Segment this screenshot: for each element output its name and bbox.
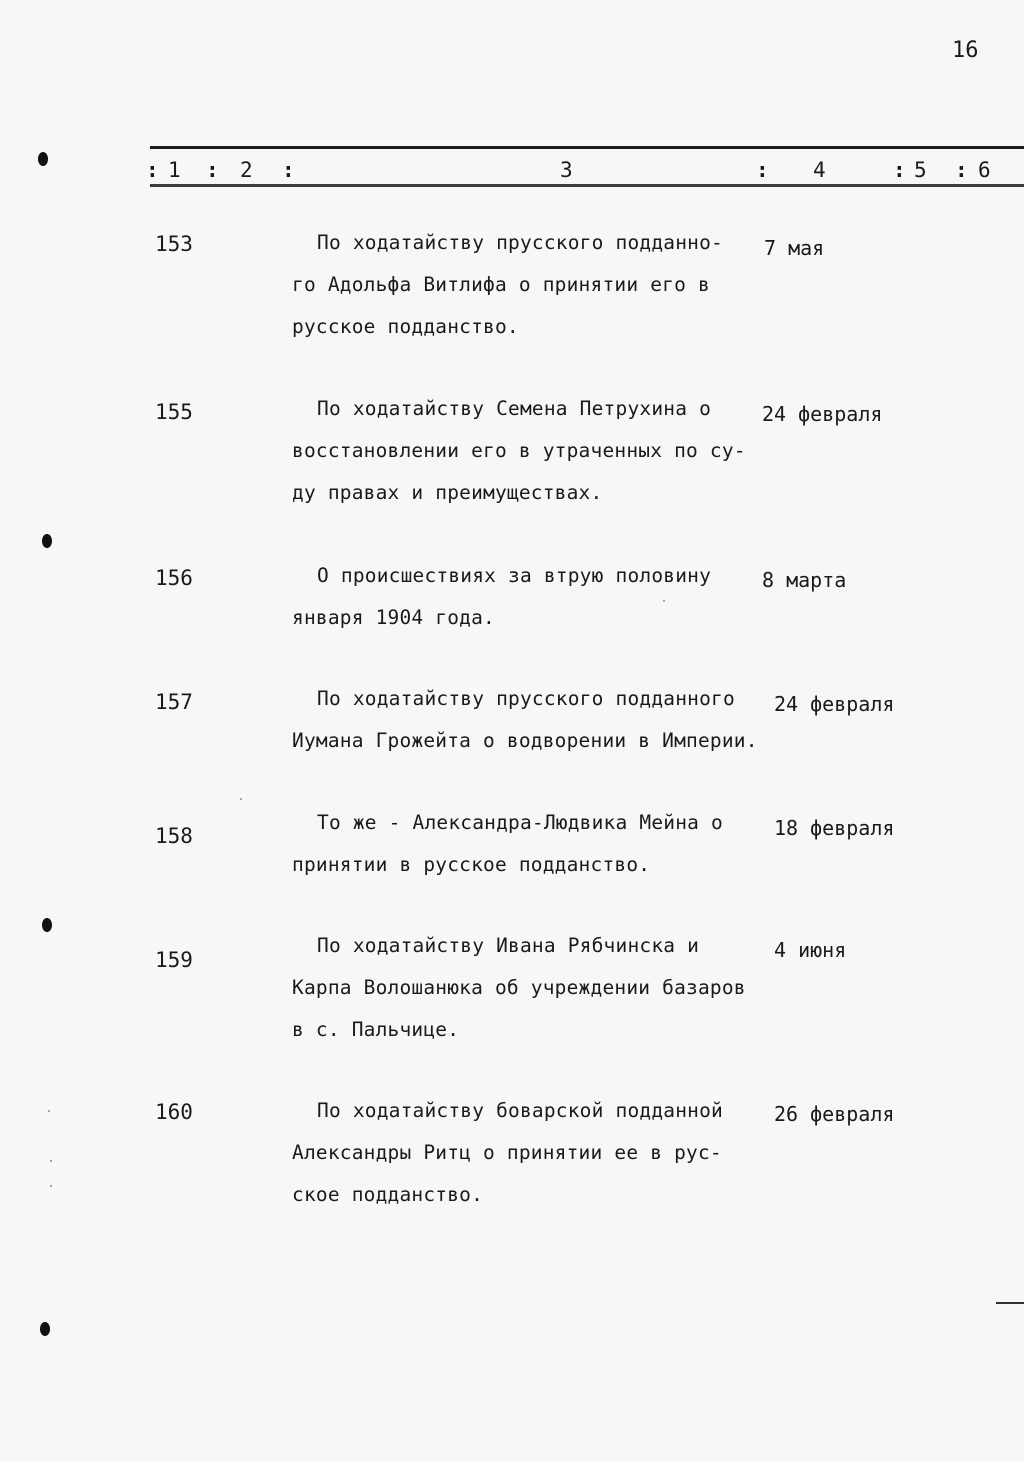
entry-number: 155 bbox=[155, 400, 193, 424]
entry-description: По ходатайству прусского подданного Иумана Грожейта о водворении в Империи. bbox=[292, 687, 758, 752]
entry-number: 153 bbox=[155, 232, 193, 256]
column-separator: : bbox=[282, 158, 296, 182]
scan-mark bbox=[996, 1302, 1024, 1304]
column-separator: : bbox=[206, 158, 220, 182]
entry-description: По ходатайству боварской подданной Александры Ритц о принятии ее в рус- ское подданство. bbox=[292, 1099, 723, 1206]
header-rule-top bbox=[150, 146, 1024, 149]
header-rule-bottom bbox=[150, 184, 1024, 187]
scan-speck bbox=[48, 1110, 50, 1112]
entry-number: 159 bbox=[155, 948, 193, 972]
entry-date: 18 февраля bbox=[774, 816, 895, 840]
column-2-label: 2 bbox=[240, 158, 254, 182]
column-separator: : bbox=[146, 158, 160, 182]
column-5-label: 5 bbox=[914, 158, 928, 182]
scan-speck bbox=[240, 798, 242, 800]
entry-date: 24 февраля bbox=[774, 692, 895, 716]
scan-speck bbox=[50, 1160, 52, 1162]
column-separator: : bbox=[955, 158, 969, 182]
entry-description: По ходатайству прусского подданно- го Адольфа Витлифа о принятии его в русское подданство. bbox=[292, 231, 723, 338]
entry-description: О происшествиях за втрую половину января 1904 года. bbox=[292, 564, 712, 629]
column-separator: : bbox=[756, 158, 770, 182]
entry-number: 158 bbox=[155, 824, 193, 848]
column-4-label: 4 bbox=[813, 158, 827, 182]
column-separator: : bbox=[893, 158, 907, 182]
entry-number: 157 bbox=[155, 690, 193, 714]
entry-description: По ходатайству Ивана Рябчинска и Карпа Волошанюка об учреждении базаров в с. Пальчице. bbox=[292, 934, 746, 1041]
entry-date: 8 марта bbox=[762, 568, 847, 592]
entry-number: 160 bbox=[155, 1100, 193, 1124]
column-1-label: 1 bbox=[168, 158, 182, 182]
page-number: 16 bbox=[952, 38, 979, 63]
scan-speck bbox=[50, 1185, 52, 1187]
binder-hole-icon bbox=[38, 152, 48, 166]
entry-description: По ходатайству Семена Петрухина о восстановлении его в утраченных по су- ду правах и преимуществах. bbox=[292, 397, 746, 504]
entry-date: 26 февраля bbox=[774, 1102, 895, 1126]
entry-date: 7 мая bbox=[764, 236, 825, 260]
column-3-label: 3 bbox=[560, 158, 574, 182]
entry-description: То же - Александра-Людвика Мейна о принятии в русское подданство. bbox=[292, 811, 723, 876]
column-6-label: 6 bbox=[978, 158, 992, 182]
entry-date: 24 февраля bbox=[762, 402, 883, 426]
binder-hole-icon bbox=[40, 1322, 50, 1336]
binder-hole-icon bbox=[42, 534, 52, 548]
entry-number: 156 bbox=[155, 566, 193, 590]
binder-hole-icon bbox=[42, 918, 52, 932]
entry-date: 4 июня bbox=[774, 938, 847, 962]
